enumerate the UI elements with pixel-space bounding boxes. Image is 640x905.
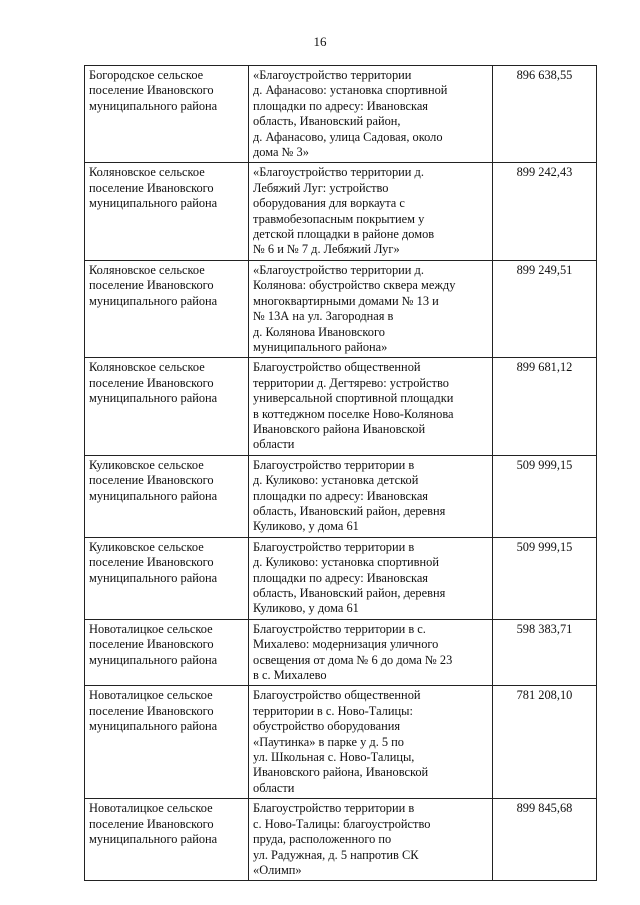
amount-cell: 509 999,15 — [493, 537, 597, 619]
table-row — [85, 799, 597, 881]
table-body — [85, 66, 597, 881]
table-row — [85, 260, 597, 357]
description-cell: «Благоустройство территории д. Лебяжий Луг: устройство оборудования для воркаута с травмобезопасным покрытием у детской площадки в районе домов № 6 и № 7 д. Лебяжий Луг» — [249, 163, 493, 260]
amount-cell: 509 999,15 — [493, 455, 597, 537]
org-cell: Куликовское сельское поселение Ивановского муниципального района — [85, 455, 249, 537]
page-number: 16 — [313, 34, 327, 49]
org-cell: Куликовское сельское поселение Ивановского муниципального района — [85, 537, 249, 619]
amount-cell: 899 845,68 — [493, 799, 597, 881]
table-row — [85, 66, 597, 163]
description-cell: Благоустройство общественной территории в с. Ново-Талицы: обустройство оборудования «Паутинка» в парке у д. 5 по ул. Школьная с. Ново-Талицы, Ивановского района, Ивановской области — [249, 686, 493, 799]
table-row — [85, 619, 597, 686]
org-cell: Коляновское сельское поселение Ивановского муниципального района — [85, 358, 249, 455]
description-cell: Благоустройство территории в с. Ново-Талицы: благоустройство пруда, расположенного по ул. Радужная, д. 5 напротив СК «Олимп» — [249, 799, 493, 881]
table-row — [85, 455, 597, 537]
description-cell: Благоустройство территории в с. Михалево: модернизация уличного освещения от дома № 6 до дома № 23 в с. Михалево — [249, 619, 493, 686]
table-row — [85, 358, 597, 455]
description-cell: «Благоустройство территории д. Афанасово: установка спортивной площадки по адресу: Ивановская область, Ивановский район, д. Афанасово, улица Садовая, около дома № 3» — [249, 66, 493, 163]
amount-cell: 598 383,71 — [493, 619, 597, 686]
amount-cell: 899 681,12 — [493, 358, 597, 455]
description-cell: Благоустройство территории в д. Куликово: установка спортивной площадки по адресу: Ивановская область, Ивановский район, деревня Куликово, у дома 61 — [249, 537, 493, 619]
description-cell: «Благоустройство территории д. Колянова: обустройство сквера между многоквартирными домами № 13 и № 13А на ул. Загородная в д. Колянова Ивановского муниципального района» — [249, 260, 493, 357]
table-row — [85, 163, 597, 260]
org-cell: Новоталицкое сельское поселение Ивановского муниципального района — [85, 686, 249, 799]
description-cell: Благоустройство общественной территории д. Дегтярево: устройство универсальной спортивной площадки в коттеджном поселке Ново-Колянова Ивановского района Ивановской области — [249, 358, 493, 455]
amount-cell: 896 638,55 — [493, 66, 597, 163]
amount-cell: 781 208,10 — [493, 686, 597, 799]
org-cell: Новоталицкое сельское поселение Ивановского муниципального района — [85, 619, 249, 686]
org-cell: Коляновское сельское поселение Ивановского муниципального района — [85, 260, 249, 357]
table-row — [85, 686, 597, 799]
description-cell: Благоустройство территории в д. Куликово: установка детской площадки по адресу: Ивановская область, Ивановский район, деревня Куликово, у дома 61 — [249, 455, 493, 537]
subsidy-table — [84, 65, 597, 881]
org-cell: Богородское сельское поселение Ивановского муниципального района — [85, 66, 249, 163]
org-cell: Новоталицкое сельское поселение Ивановского муниципального района — [85, 799, 249, 881]
amount-cell: 899 242,43 — [493, 163, 597, 260]
org-cell: Коляновское сельское поселение Ивановского муниципального района — [85, 163, 249, 260]
table-row — [85, 537, 597, 619]
amount-cell: 899 249,51 — [493, 260, 597, 357]
